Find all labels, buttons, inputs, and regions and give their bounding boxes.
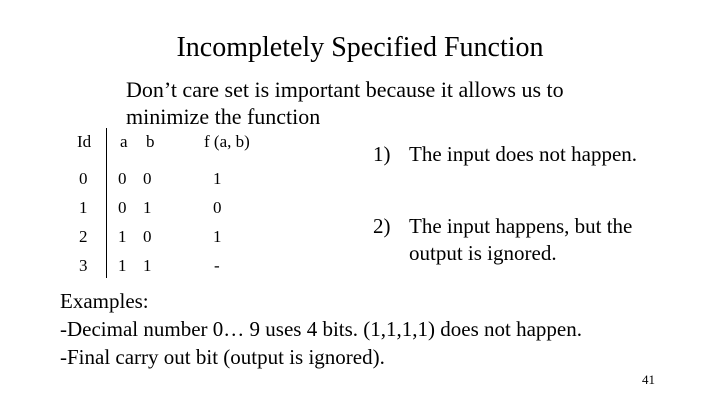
note-2-number: 2): [373, 214, 391, 238]
table-row-3-f: -: [214, 256, 220, 275]
note-1-number: 1): [373, 142, 391, 166]
note-1-text: The input does not happen.: [409, 142, 638, 166]
table-row-3-b: 1: [143, 256, 152, 275]
table-row-1-id: 1: [79, 198, 88, 217]
table-row-0-b: 0: [143, 169, 152, 188]
note-2-text: The input happens, but the output is ignored.: [409, 214, 633, 265]
example-line-1: -Decimal number 0… 9 uses 4 bits. (1,1,1,1) does not happen.: [60, 317, 582, 341]
header-f: f (a, b): [204, 132, 250, 151]
header-id: Id: [77, 132, 92, 151]
table-row-0-id: 0: [79, 169, 88, 188]
table-divider: [106, 128, 107, 278]
table-row-0-f: 1: [213, 169, 222, 188]
table-row-2-b: 0: [143, 227, 152, 246]
slide-subtitle: Don’t care set is important because it allows us to minimize the function: [126, 77, 564, 129]
table-row-1-f: 0: [213, 198, 222, 217]
table-row-2-a: 1: [118, 227, 127, 246]
page-number: 41: [642, 372, 655, 387]
note-1: [373, 141, 643, 201]
table-row-1-a: 0: [118, 198, 127, 217]
note-2: [373, 213, 643, 273]
header-b: b: [146, 132, 155, 151]
examples-heading: Examples:: [60, 289, 149, 313]
table-row-3-id: 3: [79, 256, 88, 275]
table-row-1-b: 1: [143, 198, 152, 217]
table-row-3-a: 1: [118, 256, 127, 275]
example-line-2: -Final carry out bit (output is ignored).: [60, 345, 385, 369]
table-row-0-a: 0: [118, 169, 127, 188]
examples-block: [60, 287, 582, 371]
slide-title: Incompletely Specified Function: [176, 32, 544, 63]
table-row-2-f: 1: [213, 227, 222, 246]
header-a: a: [120, 132, 128, 151]
table-row-2-id: 2: [79, 227, 88, 246]
